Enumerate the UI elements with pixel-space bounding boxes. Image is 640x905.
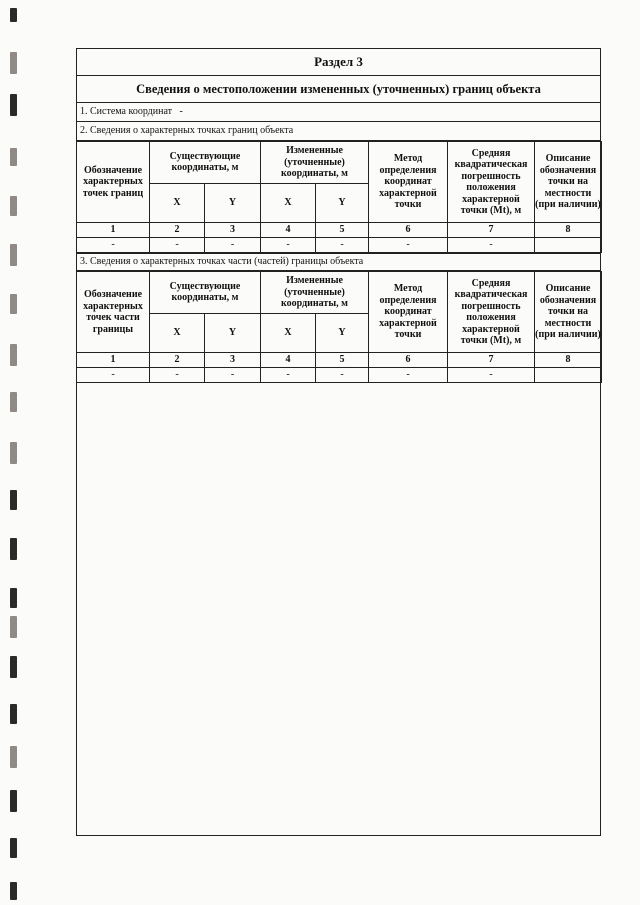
binding-hole <box>10 294 17 314</box>
table-cell: - <box>316 238 369 253</box>
caption-table-2 <box>76 253 601 271</box>
column-number: 4 <box>261 223 316 238</box>
table-row <box>77 368 602 383</box>
table-cell: - <box>448 368 535 383</box>
table2-caption: 3. Сведения о характерных точках части (частей) границы объекта <box>77 254 601 271</box>
binding-hole <box>10 790 17 812</box>
binding-hole <box>10 52 17 74</box>
table-cell: - <box>261 238 316 253</box>
column-number: 1 <box>77 223 150 238</box>
col-x-existing: X <box>150 313 205 352</box>
section-subtitle: Сведения о местоположении измененных (уточненных) границ объекта <box>77 76 601 103</box>
col-method-header: Метод определения координат характерной точки <box>369 142 448 223</box>
col-existing-header: Существующие координаты, м <box>150 272 261 314</box>
column-number: 7 <box>448 353 535 368</box>
binding-hole <box>10 8 17 22</box>
col-error-header: Средняя квадратическая погрешность положения характерной точки (Mt), м <box>448 142 535 223</box>
column-number: 8 <box>535 353 602 368</box>
column-number: 5 <box>316 353 369 368</box>
binding-hole <box>10 196 17 216</box>
col-changed-header: Измененные (уточненные) координаты, м <box>261 142 369 184</box>
col-error-header: Средняя квадратическая погрешность положения характерной точки (Mt), м <box>448 272 535 353</box>
col-designation-header: Обозначение характерных точек части границы <box>77 272 150 353</box>
column-number: 1 <box>77 353 150 368</box>
table-cell: - <box>205 238 261 253</box>
column-numbers-row <box>77 353 602 368</box>
table-cell: - <box>77 368 150 383</box>
binding-hole <box>10 656 17 678</box>
coord-system-value: - <box>179 106 183 117</box>
coord-system-row <box>77 103 601 122</box>
column-number: 7 <box>448 223 535 238</box>
col-y-changed: Y <box>316 183 369 222</box>
table-row <box>77 238 602 253</box>
binding-hole <box>10 94 17 116</box>
table-cell: - <box>369 238 448 253</box>
binding-hole <box>10 588 17 608</box>
table-cell: - <box>205 368 261 383</box>
binding-hole <box>10 704 17 724</box>
table-cell: - <box>261 368 316 383</box>
column-number: 6 <box>369 223 448 238</box>
table-cell: - <box>150 238 205 253</box>
column-number: 6 <box>369 353 448 368</box>
binding-hole <box>10 244 17 266</box>
column-number: 8 <box>535 223 602 238</box>
binding-hole <box>10 616 17 638</box>
table-cell: - <box>150 368 205 383</box>
col-y-existing: Y <box>205 313 261 352</box>
column-number: 3 <box>205 223 261 238</box>
column-number: 2 <box>150 353 205 368</box>
col-changed-header: Измененные (уточненные) координаты, м <box>261 272 369 314</box>
col-existing-header: Существующие координаты, м <box>150 142 261 184</box>
col-y-changed: Y <box>316 313 369 352</box>
table-cell <box>535 368 602 383</box>
column-number: 5 <box>316 223 369 238</box>
table-cell: - <box>77 238 150 253</box>
col-y-existing: Y <box>205 183 261 222</box>
col-x-changed: X <box>261 313 316 352</box>
part-boundary-points-table <box>76 271 602 383</box>
col-designation-header: Обозначение характерных точек границ <box>77 142 150 223</box>
coord-system-label: 1. Система координат <box>80 106 173 117</box>
column-number: 3 <box>205 353 261 368</box>
binding-hole <box>10 344 17 366</box>
table-cell <box>535 238 602 253</box>
binding-hole <box>10 392 17 412</box>
column-numbers-row <box>77 223 602 238</box>
column-number: 2 <box>150 223 205 238</box>
binding-hole <box>10 538 17 560</box>
col-description-header: Описание обозначения точки на местности (при наличии) <box>535 272 602 353</box>
header-table <box>76 48 601 141</box>
table-cell: - <box>316 368 369 383</box>
col-x-existing: X <box>150 183 205 222</box>
boundary-points-table <box>76 141 602 253</box>
binding-holes <box>10 0 18 905</box>
col-method-header: Метод определения координат характерной точки <box>369 272 448 353</box>
table-cell: - <box>369 368 448 383</box>
binding-hole <box>10 746 17 768</box>
table1-caption: 2. Сведения о характерных точках границ объекта <box>77 122 601 141</box>
section-title: Раздел 3 <box>77 49 601 76</box>
document-sheet <box>76 48 601 383</box>
table-cell: - <box>448 238 535 253</box>
col-description-header: Описание обозначения точки на местности (при наличии) <box>535 142 602 223</box>
binding-hole <box>10 148 17 166</box>
binding-hole <box>10 882 17 900</box>
col-x-changed: X <box>261 183 316 222</box>
binding-hole <box>10 838 17 858</box>
binding-hole <box>10 442 17 464</box>
column-number: 4 <box>261 353 316 368</box>
binding-hole <box>10 490 17 510</box>
